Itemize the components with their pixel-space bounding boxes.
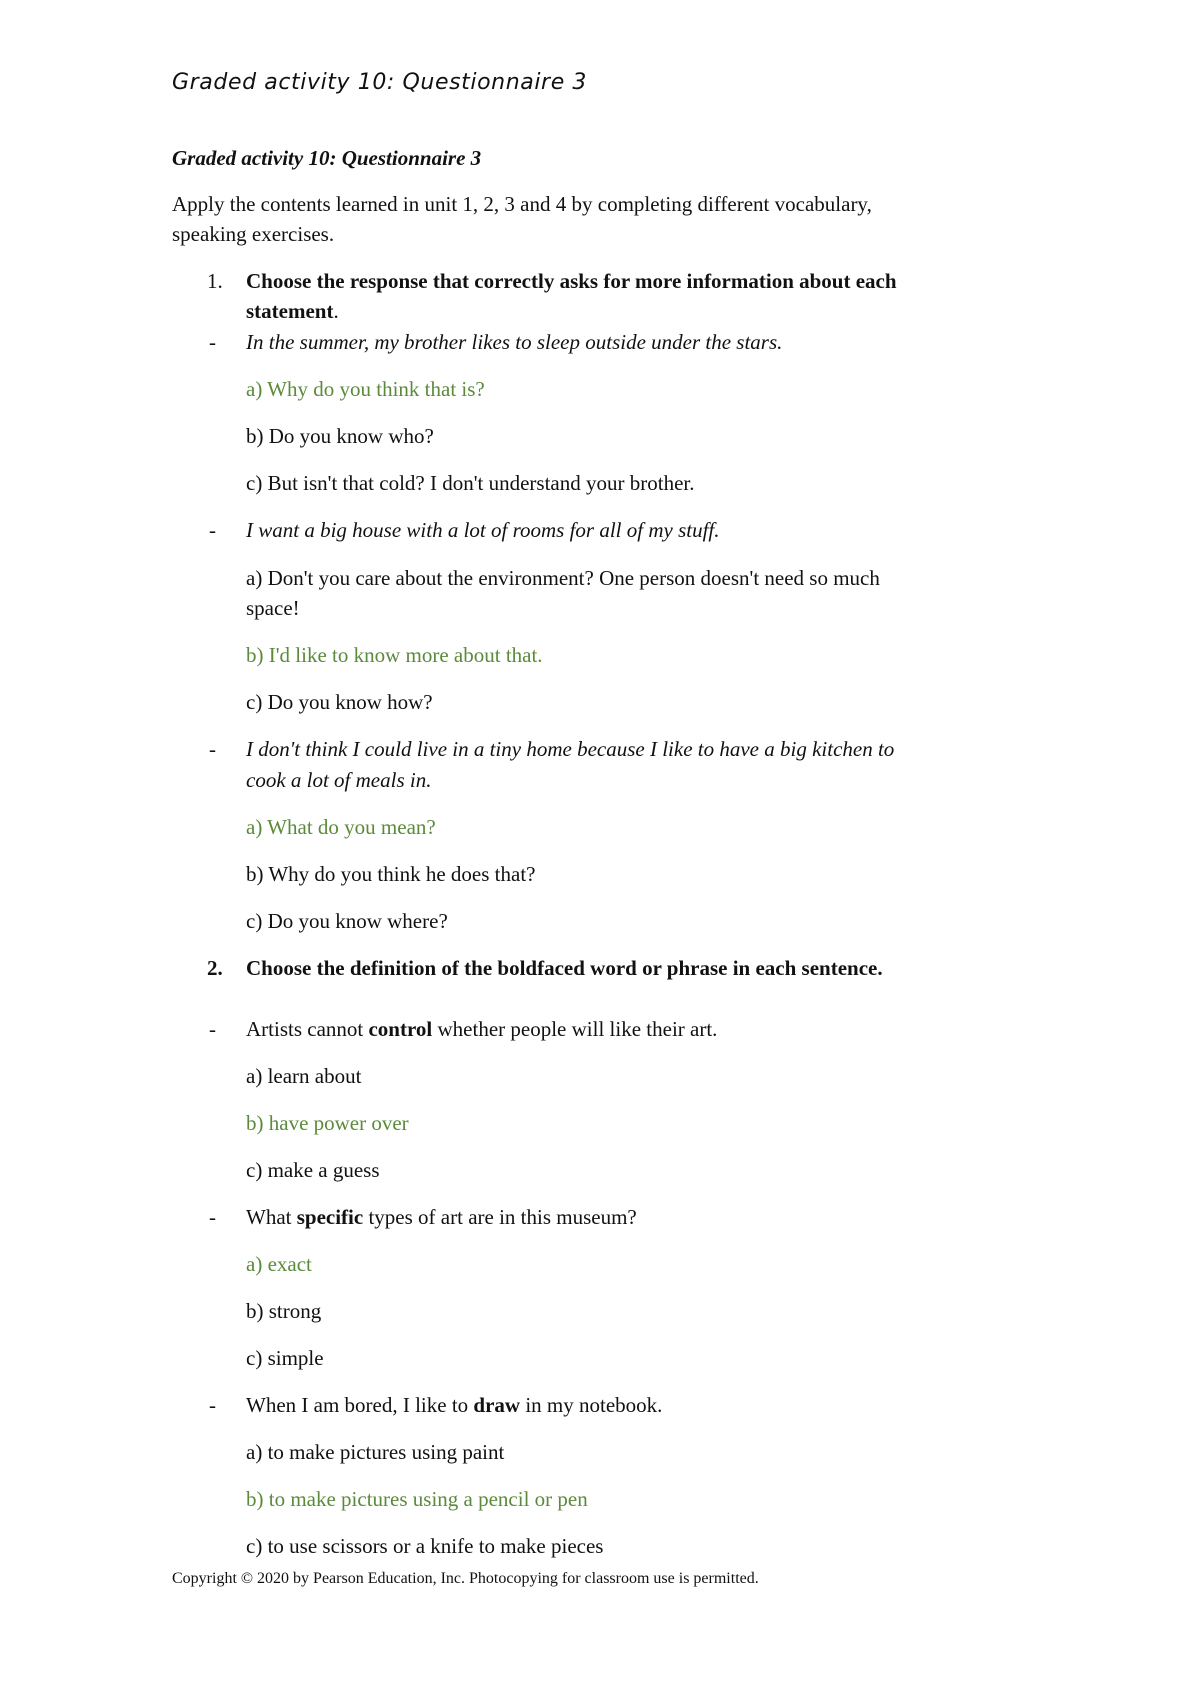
section-2-number: 2. — [207, 956, 223, 980]
intro-line-2: speaking exercises. — [172, 222, 335, 246]
sentence-5-after: types of art are in this museum? — [363, 1205, 637, 1229]
intro-line-1: Apply the contents learned in unit 1, 2, 3 and 4 by completing different vocabulary, — [172, 192, 872, 216]
section-1-instruction-line-2 — [246, 296, 339, 327]
document-title: Graded activity 10: Questionnaire 3 — [172, 146, 482, 170]
option-2a-line-1: a) Don't you care about the environment? One person doesn't need so much — [246, 566, 880, 590]
item-dash: - — [209, 1393, 216, 1417]
copyright-footer: Copyright © 2020 by Pearson Education, Inc. Photocopying for classroom use is permitted. — [172, 1570, 759, 1587]
section-2-instruction: Choose the definition of the boldfaced word or phrase in each sentence. — [246, 956, 883, 980]
item-dash: - — [209, 518, 216, 542]
option-5a-correct: a) exact — [246, 1252, 312, 1276]
sentence-6 — [246, 1390, 662, 1421]
option-6a: a) to make pictures using paint — [246, 1440, 505, 1464]
option-2a-line-2: space! — [246, 596, 300, 620]
option-1c: c) But isn't that cold? I don't understand your brother. — [246, 471, 695, 495]
option-4a: a) learn about — [246, 1064, 362, 1088]
option-3b: b) Why do you think he does that? — [246, 862, 536, 886]
sentence-4 — [246, 1014, 717, 1045]
section-1-instruction-word: statement — [246, 299, 334, 323]
sentence-5 — [246, 1202, 637, 1233]
option-4b-correct: b) have power over — [246, 1111, 409, 1135]
option-2b-correct: b) I'd like to know more about that. — [246, 643, 543, 667]
statement-1: In the summer, my brother likes to sleep outside under the stars. — [246, 330, 783, 354]
option-5c: c) simple — [246, 1346, 324, 1370]
item-dash: - — [209, 1205, 216, 1229]
page-header-title: Graded activity 10: Questionnaire 3 — [172, 70, 588, 95]
sentence-4-before: Artists cannot — [246, 1017, 369, 1041]
option-2c: c) Do you know how? — [246, 690, 433, 714]
sentence-6-bold-word: draw — [473, 1393, 521, 1417]
item-dash: - — [209, 1017, 216, 1041]
statement-2: I want a big house with a lot of rooms for all of my stuff. — [246, 518, 720, 542]
item-dash: - — [209, 330, 216, 354]
section-1-number: 1. — [207, 269, 223, 293]
option-1a-correct: a) Why do you think that is? — [246, 377, 485, 401]
option-5b: b) strong — [246, 1299, 322, 1323]
section-1-instruction-line-1: Choose the response that correctly asks for more information about each — [246, 269, 897, 293]
sentence-4-after: whether people will like their art. — [432, 1017, 718, 1041]
sentence-4-bold-word: control — [368, 1017, 433, 1041]
statement-3-line-2: cook a lot of meals in. — [246, 768, 432, 792]
option-6b-correct: b) to make pictures using a pencil or pen — [246, 1487, 588, 1511]
option-4c: c) make a guess — [246, 1158, 380, 1182]
option-3c: c) Do you know where? — [246, 909, 448, 933]
sentence-5-before: What — [246, 1205, 297, 1229]
statement-3-line-1: I don't think I could live in a tiny home because I like to have a big kitchen to — [246, 737, 895, 761]
option-6c: c) to use scissors or a knife to make pieces — [246, 1534, 604, 1558]
option-3a-correct: a) What do you mean? — [246, 815, 436, 839]
option-1b: b) Do you know who? — [246, 424, 434, 448]
sentence-5-bold-word: specific — [296, 1205, 364, 1229]
sentence-6-after: in my notebook. — [520, 1393, 663, 1417]
item-dash: - — [209, 737, 216, 761]
section-1-instruction-period: . — [333, 299, 339, 323]
sentence-6-before: When I am bored, I like to — [246, 1393, 474, 1417]
